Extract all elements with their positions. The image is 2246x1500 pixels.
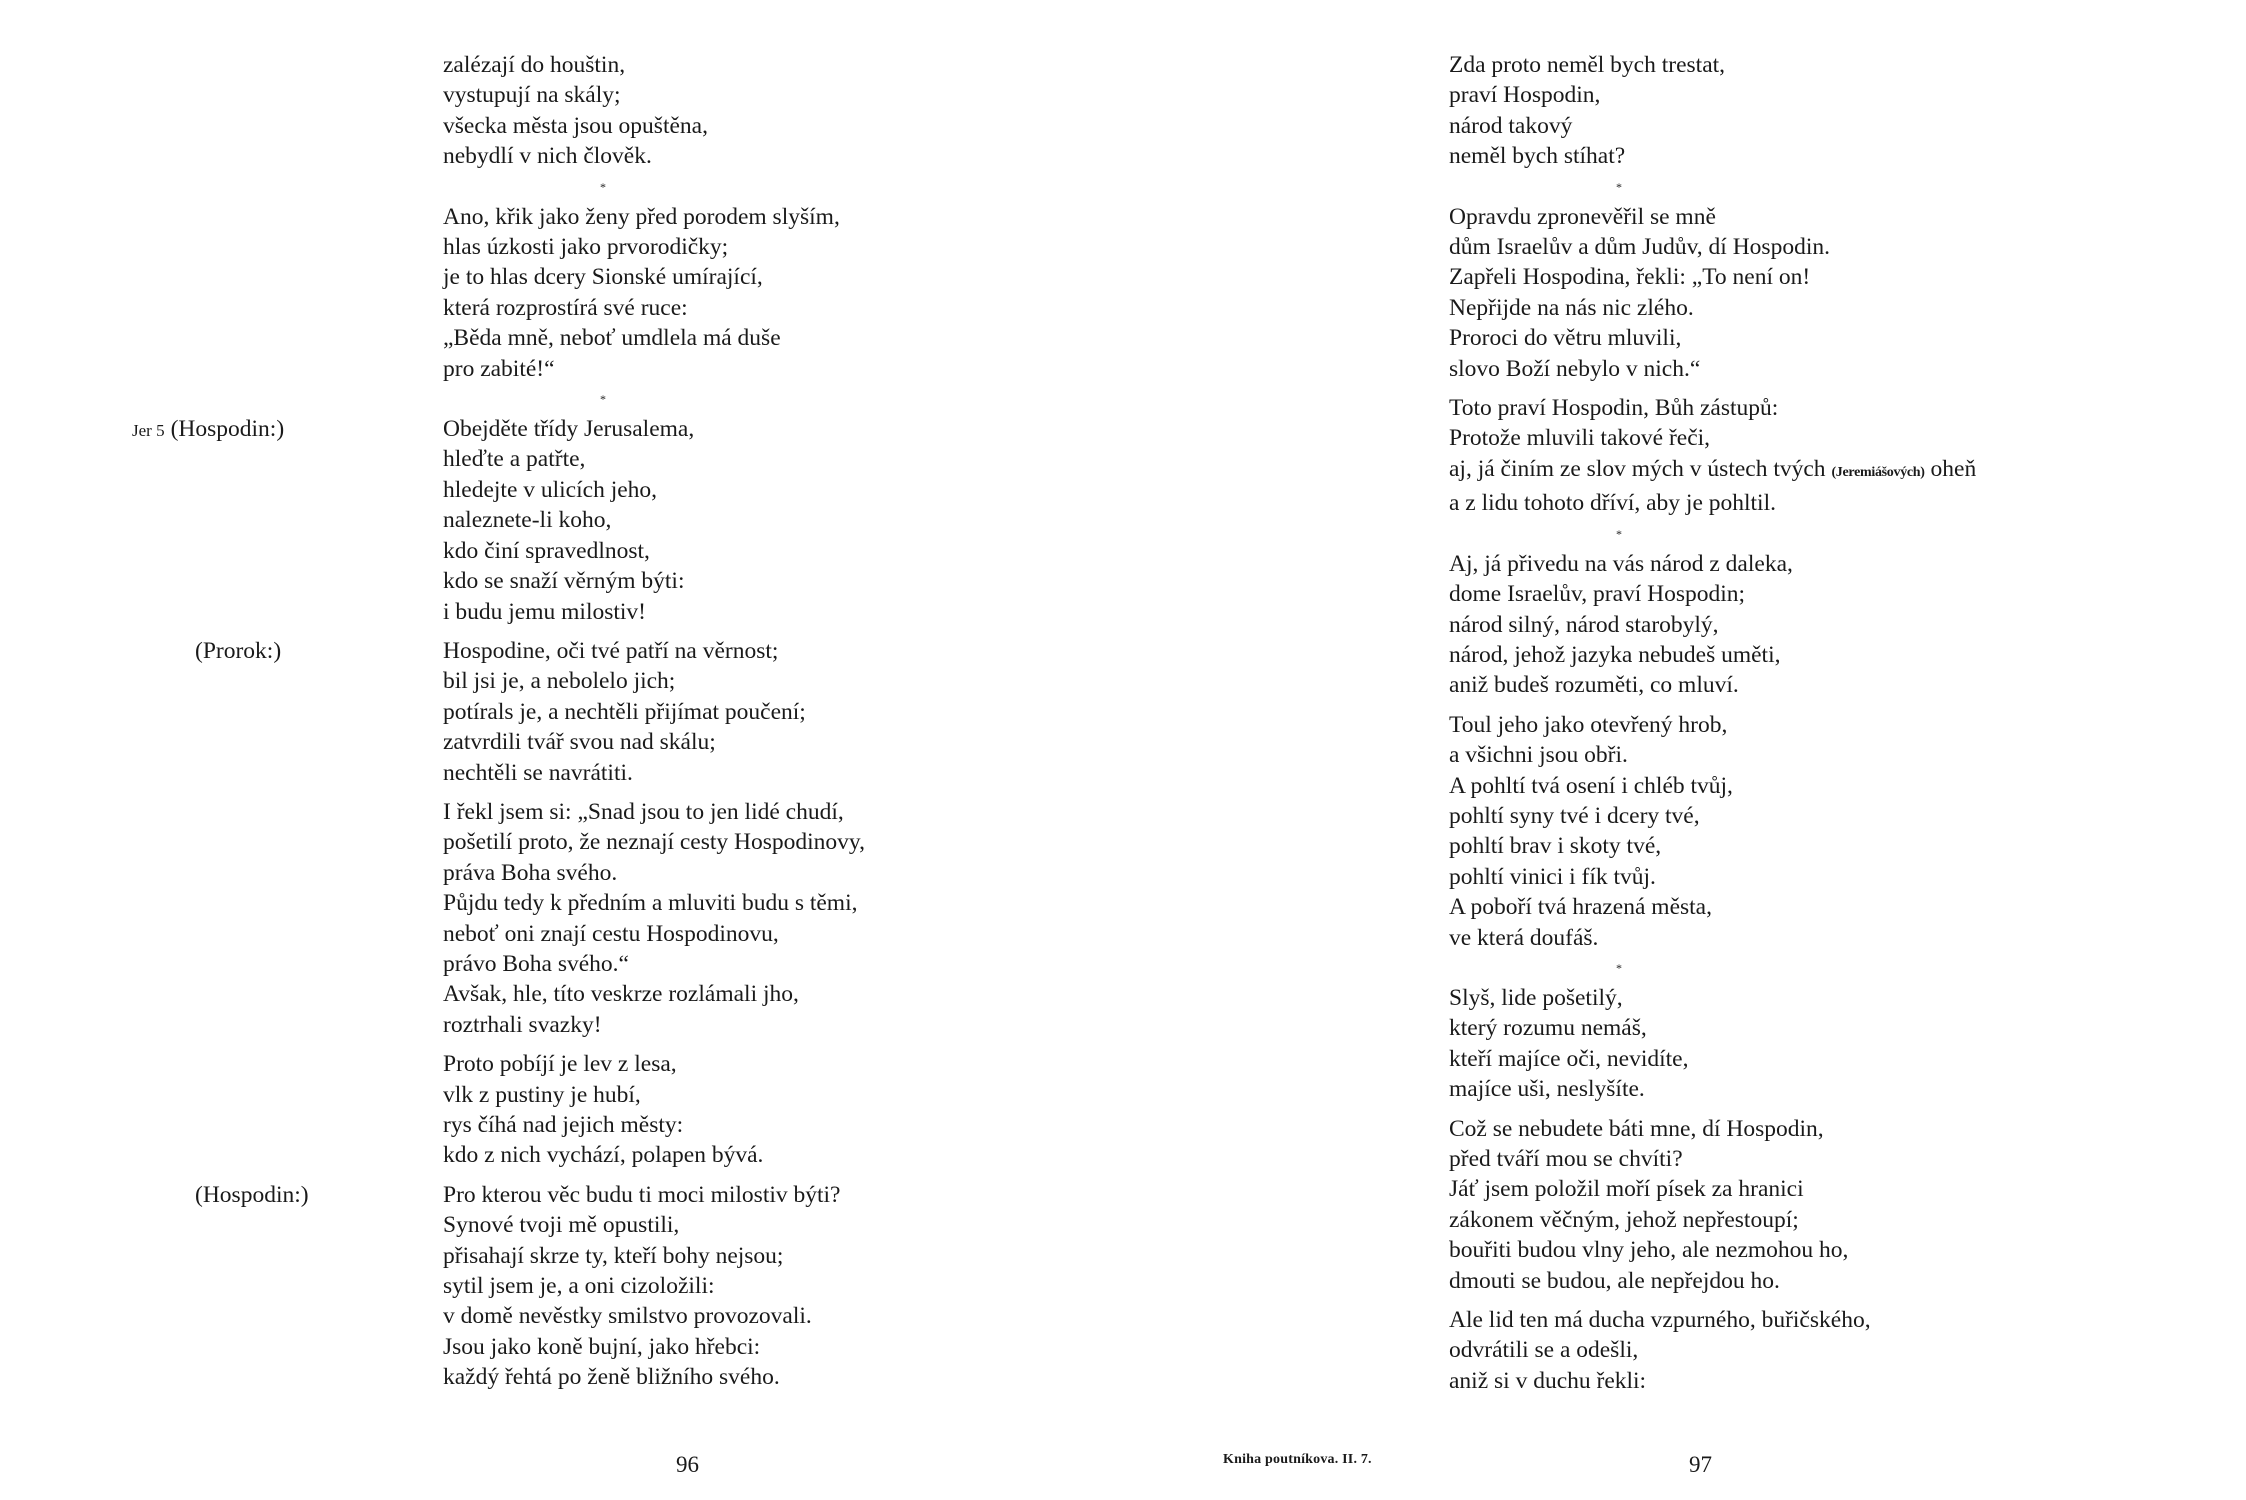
verse-line: praví Hospodin, — [1449, 82, 1601, 109]
stanza — [443, 414, 1093, 627]
section-separator: * — [1616, 960, 1622, 975]
verse-line: před tváří mou se chvíti? — [1449, 1146, 1683, 1172]
verse-line: Toul jeho jako otevřený hrob, — [1449, 711, 1728, 738]
verse-line: kdo činí spravedlnost, — [443, 537, 650, 564]
verse-line: a z lidu tohoto dříví, aby je pohltil. — [1449, 490, 1776, 517]
verse-line: Jáť jsem položil moří písek za hranici — [1449, 1176, 1804, 1203]
stanza — [1449, 710, 2229, 953]
verse-line: A pohltí tvá osení i chléb tvůj, — [1449, 772, 1733, 799]
stanza — [443, 1180, 1093, 1393]
verse-line: Hospodine, oči tvé patří na věrnost; — [443, 637, 779, 664]
stanza — [443, 202, 1093, 384]
verse-line: vystupují na skály; — [443, 82, 621, 109]
verse-line: dům Israelův a dům Judův, dí Hospodin. — [1449, 234, 1830, 261]
verse-line: „Běda mně, neboť umdlela má duše — [443, 325, 781, 352]
verse-line: hlas úzkosti jako prvorodičky; — [443, 234, 729, 261]
verse-line: pohltí brav i skoty tvé, — [1449, 833, 1662, 860]
verse-line: ve která doufáš. — [1449, 924, 1599, 951]
verse-line: hleďte a patřte, — [443, 446, 586, 473]
stanza — [443, 636, 1093, 788]
verse-line: bil jsi je, a nebolelo jich; — [443, 668, 676, 695]
verse-line: který rozumu nemáš, — [1449, 1015, 1647, 1042]
verse-line: všecka města jsou opuštěna, — [443, 112, 708, 139]
verse-line: Půjdu tedy k předním a mluviti budu s těmi, — [443, 890, 858, 917]
verse-line: pro zabité!“ — [443, 355, 555, 382]
verse-line: Zda proto neměl bych trestat, — [1449, 52, 1726, 78]
verse-line: odvrátili se a odešli, — [1449, 1337, 1639, 1364]
section-separator: * — [600, 392, 606, 407]
verse-line: národ silný, národ starobylý, — [1449, 611, 1719, 638]
verse-line: národ, jehož jazyka nebudeš uměti, — [1449, 641, 1781, 668]
verse-line: kdo z nich vychází, polapen bývá. — [443, 1142, 764, 1169]
poem-column — [1449, 50, 2229, 1396]
verse-line: přisahají skrze ty, kteří bohy nejsou; — [443, 1242, 784, 1269]
right-page — [1123, 0, 2246, 1500]
stanza — [1449, 1114, 2229, 1296]
verse-line: kteří majíce oči, nevidíte, — [1449, 1045, 1689, 1072]
verse-line: kdo se snaží věrným býti: — [443, 568, 685, 595]
speaker-name: (Hospodin:) — [170, 416, 285, 442]
verse-line: pohltí vinici i fík tvůj. — [1449, 863, 1656, 890]
verse-line: I řekl jsem si: „Snad jsou to jen lidé chudí, — [443, 798, 844, 825]
verse-line: potírals je, a nechtěli přijímat poučení; — [443, 698, 806, 725]
verse-line: majíce uši, neslyšíte. — [1449, 1076, 1645, 1103]
verse-line: Protože mluvili takové řeči, — [1449, 425, 1711, 452]
verse-line: Jsou jako koně bujní, jako hřebci: — [443, 1333, 761, 1360]
speaker-label — [195, 636, 281, 666]
verse-line: Ale lid ten má ducha vzpurného, buřičského, — [1449, 1307, 1871, 1334]
page-number: 96 — [676, 1452, 699, 1477]
stanza — [443, 1049, 1093, 1171]
verse-line: každý řehtá po ženě bližního svého. — [443, 1364, 780, 1391]
verse-line: neboť oni znají cestu Hospodinovu, — [443, 920, 779, 947]
verse-line: A poboří tvá hrazená města, — [1449, 894, 1712, 921]
verse-line: nechtěli se navrátiti. — [443, 759, 633, 786]
verse-text: aj, já činím ze slov mých v ústech tvých — [1449, 455, 1832, 482]
verse-text: oheň — [1924, 455, 1977, 482]
verse-line: nebydlí v nich člověk. — [443, 143, 652, 170]
stanza — [1449, 50, 2229, 172]
stanza — [1449, 549, 2229, 701]
verse-line: zalézají do houštin, — [443, 52, 626, 78]
verse-line: zatvrdili tvář svou nad skálu; — [443, 729, 716, 756]
verse-line: v domě nevěstky smilstvo provozovali. — [443, 1303, 812, 1330]
verse-line: slovo Boží nebylo v nich.“ — [1449, 355, 1701, 382]
verse-line: práva Boha svého. — [443, 859, 618, 886]
verse-line: národ takový — [1449, 112, 1573, 139]
speaker-label — [132, 414, 284, 446]
stanza — [443, 50, 1093, 172]
inline-note: (Jeremiášových) — [1831, 464, 1925, 480]
speaker-label — [195, 1180, 309, 1210]
verse-line: sytil jsem je, a oni cizoložili: — [443, 1273, 715, 1300]
verse-line: neměl bych stíhat? — [1449, 143, 1626, 170]
poem-column — [443, 50, 1093, 1393]
chapter-reference: Jer 5 — [132, 421, 165, 440]
verse-line: je to hlas dcery Sionské umírající, — [443, 264, 763, 291]
verse-line: aniž budeš rozuměti, co mluví. — [1449, 672, 1739, 699]
verse-line: rys číhá nad jejich městy: — [443, 1112, 684, 1138]
verse-line: dmouti se budou, ale nepřejdou ho. — [1449, 1267, 1780, 1294]
verse-line: zákonem věčným, jehož nepřestoupí; — [1449, 1206, 1799, 1233]
section-separator: * — [600, 179, 606, 194]
stanza — [443, 797, 1093, 1040]
verse-line: Aj, já přivedu na vás národ z daleka, — [1449, 550, 1793, 577]
verse-line: bouřiti budou vlny jeho, ale nezmohou ho, — [1449, 1237, 1849, 1264]
verse-line: Avšak, hle, títo veskrze rozlámali jho, — [443, 981, 799, 1008]
verse-line: aniž si v duchu řekli: — [1449, 1367, 1647, 1394]
speaker-name: (Hospodin:) — [195, 1182, 309, 1208]
verse-line: vlk z pustiny je hubí, — [443, 1081, 641, 1108]
verse-line: Pro kterou věc budu ti moci milostiv býti? — [443, 1181, 841, 1208]
verse-line: pošetilí proto, že neznají cesty Hospodinovy, — [443, 829, 866, 856]
verse-line: právo Boha svého.“ — [443, 950, 629, 977]
verse-line: a všichni jsou obři. — [1449, 742, 1628, 769]
verse-line — [1449, 454, 2229, 488]
verse-line: dome Israelův, praví Hospodin; — [1449, 581, 1746, 608]
verse-line: naleznete-li koho, — [443, 507, 612, 534]
verse-line: Nepřijde na nás nic zlého. — [1449, 294, 1694, 321]
verse-line: Toto praví Hospodin, Bůh zástupů: — [1449, 395, 1779, 422]
stanza — [1449, 983, 2229, 1105]
verse-line: Obejděte třídy Jerusalema, — [443, 416, 695, 443]
section-separator: * — [1616, 179, 1622, 194]
verse-line: i budu jemu milostiv! — [443, 598, 647, 625]
verse-line: Synové tvoji mě opustili, — [443, 1212, 680, 1239]
speaker-name: (Prorok:) — [195, 638, 282, 664]
verse-line: Ano, křik jako ženy před porodem slyším, — [443, 203, 840, 230]
verse-line: Což se nebudete báti mne, dí Hospodin, — [1449, 1115, 1824, 1142]
verse-line: která rozprostírá své ruce: — [443, 294, 688, 321]
verse-line: hledejte v ulicích jeho, — [443, 476, 658, 503]
verse-line: Opravdu zpronevěřil se mně — [1449, 203, 1716, 230]
verse-line: pohltí syny tvé i dcery tvé, — [1449, 802, 1700, 829]
section-separator: * — [1616, 526, 1622, 541]
verse-line: Proto pobíjí je lev z lesa, — [443, 1051, 677, 1078]
page-number: 97 — [1689, 1452, 1712, 1477]
verse-line: Zapřeli Hospodina, řekli: „To není on! — [1449, 264, 1811, 291]
printer-signature: Kniha poutníkova. II. 7. — [1223, 1452, 1372, 1467]
stanza — [1449, 1305, 2229, 1396]
verse-line: Slyš, lide pošetilý, — [1449, 984, 1623, 1011]
stanza — [1449, 393, 2229, 519]
verse-line: roztrhali svazky! — [443, 1011, 602, 1038]
verse-line: Proroci do větru mluvili, — [1449, 325, 1682, 352]
stanza — [1449, 202, 2229, 384]
